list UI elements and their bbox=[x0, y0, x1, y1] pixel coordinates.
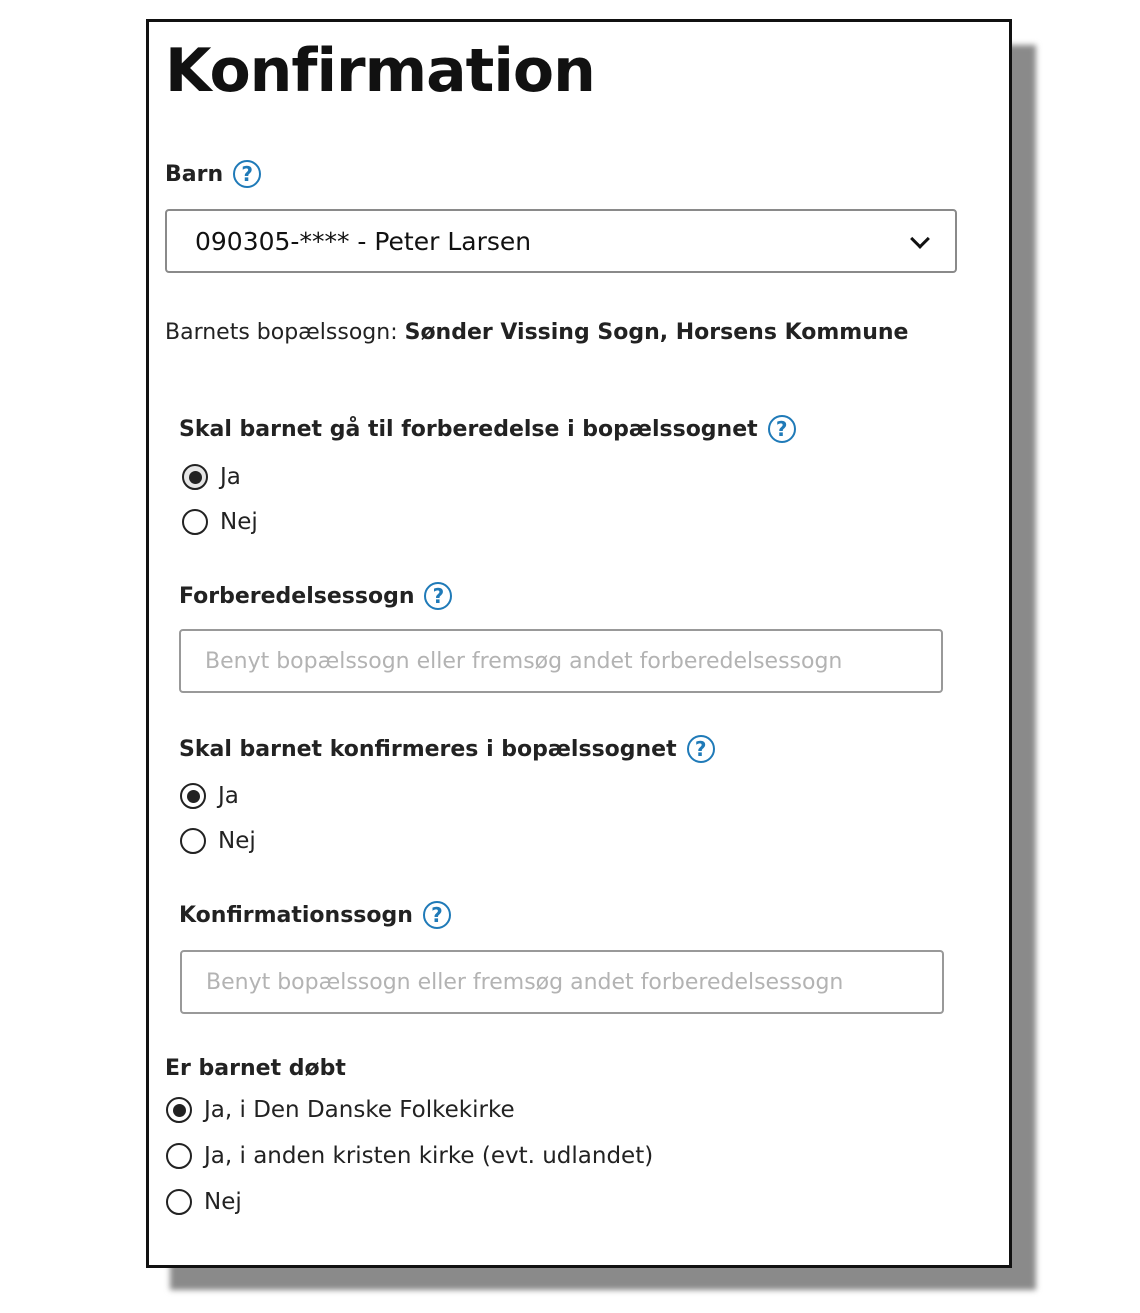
prep-question-label: Skal barnet gå til forberedelse i bopælssognet bbox=[179, 416, 758, 442]
chevron-down-icon bbox=[910, 229, 930, 249]
prep-radio-ja[interactable] bbox=[182, 464, 241, 490]
prep-parish-label-row bbox=[179, 582, 452, 610]
help-circle-icon[interactable]: ? bbox=[687, 735, 715, 763]
confirmation-form bbox=[146, 19, 1012, 1268]
prep-question-row bbox=[179, 415, 796, 443]
prep-parish-label: Forberedelsessogn bbox=[179, 583, 415, 609]
child-label: Barn bbox=[165, 161, 224, 187]
confirm-parish-label: Konfirmationssogn bbox=[179, 902, 413, 928]
radio-unchecked-icon[interactable] bbox=[180, 828, 206, 854]
confirm-radio-nej-label: Nej bbox=[218, 828, 256, 854]
prep-parish-input[interactable] bbox=[179, 629, 943, 693]
baptism-radio-anden-label: Ja, i anden kristen kirke (evt. udlandet) bbox=[204, 1143, 654, 1169]
child-label-row bbox=[165, 160, 261, 188]
radio-checked-icon[interactable] bbox=[182, 464, 208, 490]
prep-radio-nej[interactable] bbox=[182, 509, 258, 535]
confirm-question-label: Skal barnet konfirmeres i bopælssognet bbox=[179, 736, 677, 762]
confirm-parish-placeholder: Benyt bopælssogn eller fremsøg andet forberedelsessogn bbox=[206, 969, 844, 995]
residence-label: Barnets bopælssogn: bbox=[165, 320, 405, 345]
radio-checked-icon[interactable] bbox=[180, 783, 206, 809]
residence-info bbox=[165, 320, 908, 345]
child-select-value: 090305-**** - Peter Larsen bbox=[195, 226, 532, 256]
confirm-radio-ja[interactable] bbox=[180, 783, 239, 809]
prep-radio-nej-label: Nej bbox=[220, 509, 258, 535]
radio-unchecked-icon[interactable] bbox=[182, 509, 208, 535]
baptism-radio-folkekirke-label: Ja, i Den Danske Folkekirke bbox=[204, 1097, 515, 1123]
baptism-radio-nej-label: Nej bbox=[204, 1189, 242, 1215]
child-select[interactable] bbox=[165, 209, 957, 273]
baptism-radio-nej[interactable] bbox=[166, 1189, 242, 1215]
help-circle-icon[interactable]: ? bbox=[423, 901, 451, 929]
prep-radio-ja-label: Ja bbox=[220, 464, 241, 490]
help-circle-icon[interactable]: ? bbox=[233, 160, 261, 188]
baptism-question-label: Er barnet døbt bbox=[165, 1056, 346, 1081]
baptism-radio-folkekirke[interactable] bbox=[166, 1097, 515, 1123]
help-circle-icon[interactable]: ? bbox=[424, 582, 452, 610]
confirm-parish-input[interactable] bbox=[180, 950, 944, 1014]
confirm-radio-nej[interactable] bbox=[180, 828, 256, 854]
residence-value: Sønder Vissing Sogn, Horsens Kommune bbox=[404, 320, 909, 345]
radio-unchecked-icon[interactable] bbox=[166, 1189, 192, 1215]
confirm-question-row bbox=[179, 735, 715, 763]
confirm-parish-label-row bbox=[179, 901, 451, 929]
radio-unchecked-icon[interactable] bbox=[166, 1143, 192, 1169]
radio-checked-icon[interactable] bbox=[166, 1097, 192, 1123]
baptism-label-row bbox=[165, 1056, 346, 1081]
help-circle-icon[interactable]: ? bbox=[768, 415, 796, 443]
page-title: Konfirmation bbox=[165, 36, 595, 106]
confirm-radio-ja-label: Ja bbox=[218, 783, 239, 809]
prep-parish-placeholder: Benyt bopælssogn eller fremsøg andet forberedelsessogn bbox=[205, 648, 843, 674]
baptism-radio-anden[interactable] bbox=[166, 1143, 653, 1169]
